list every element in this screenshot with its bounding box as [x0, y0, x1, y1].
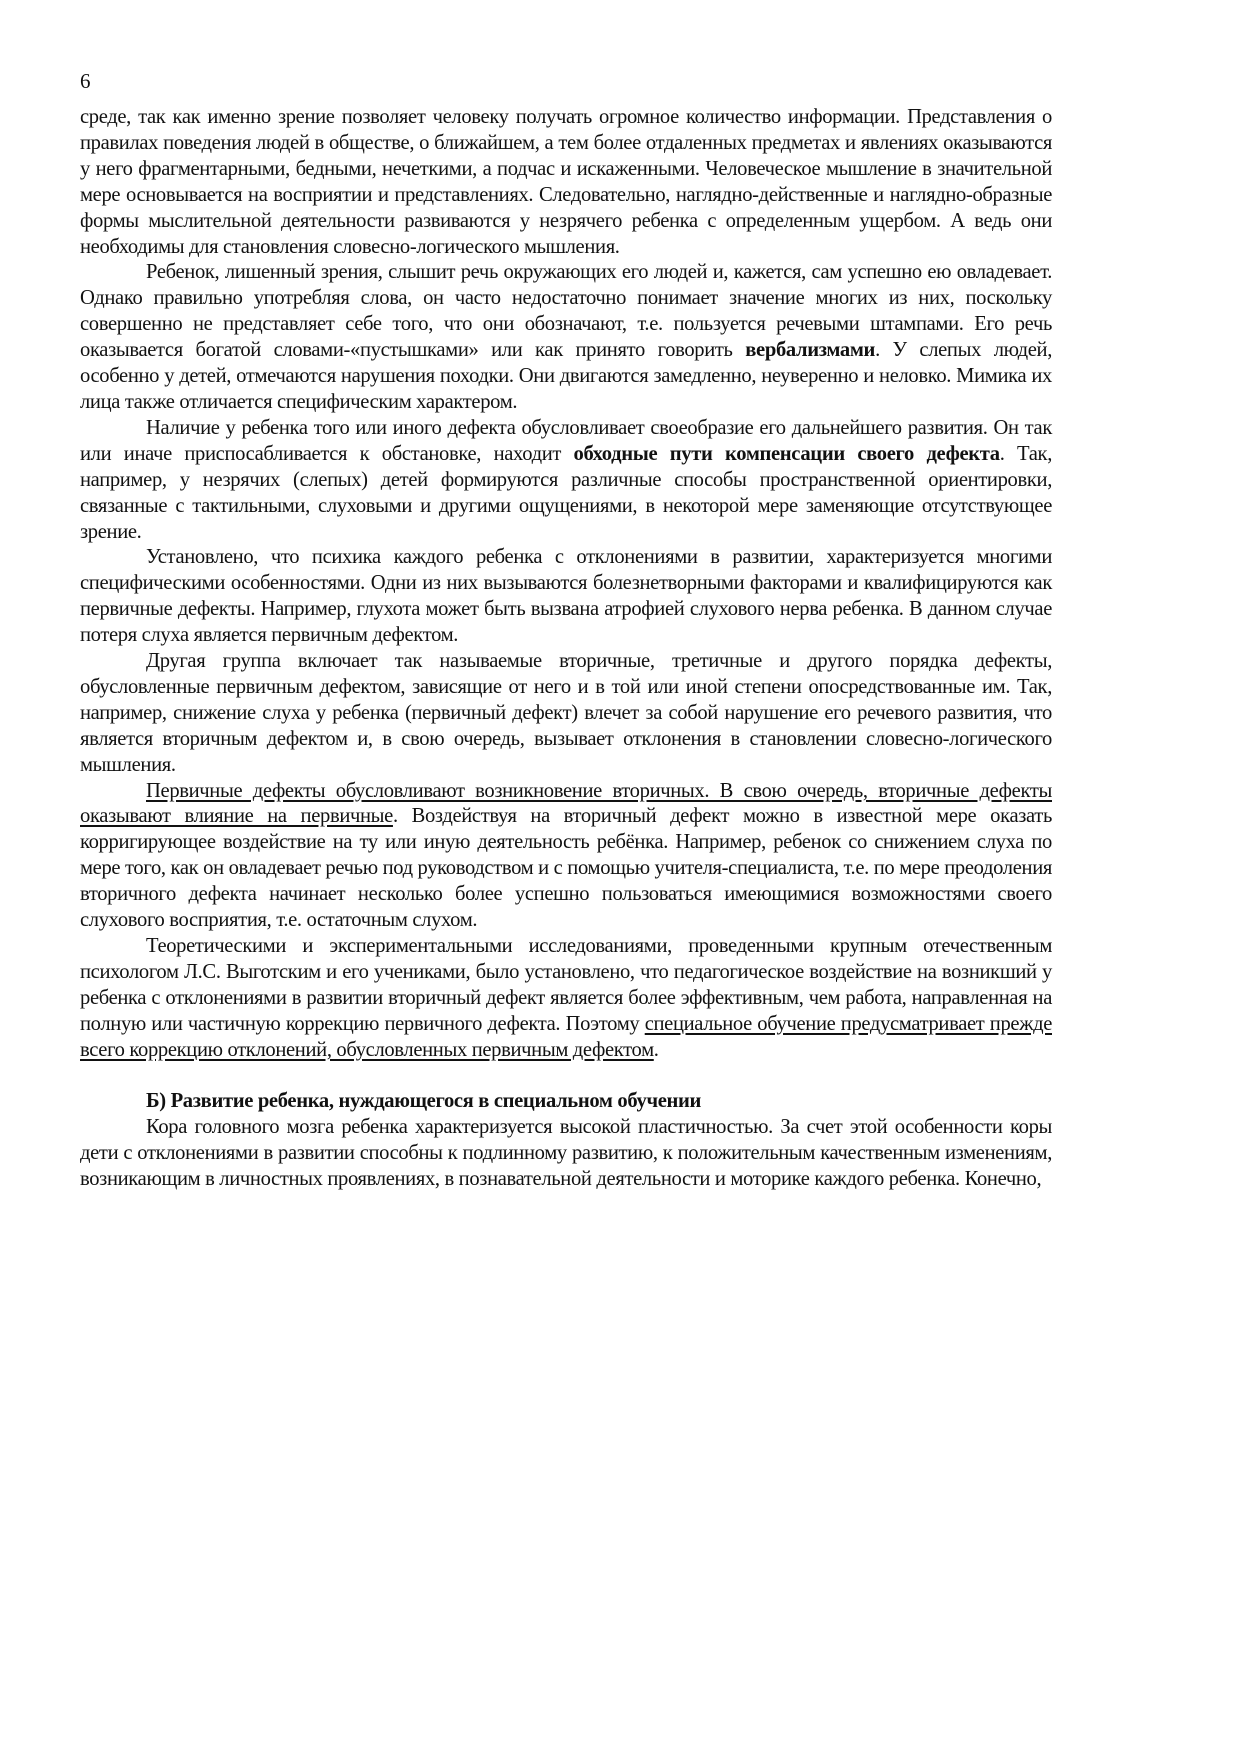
- paragraph-7-text: Теоретическими и экспериментальными исследованиями, проведенными крупным отечественным психологом Л.С. Выготским и его учениками, было установлено, что педагогическое воздействие на возникший у ребенка с отклонениями в развитии вторичный дефект является более эффективным, чем работа, направленная на полную или частичную коррекцию первичного дефекта. Поэтому: [80, 935, 1052, 1035]
- section-paragraph-1: Кора головного мозга ребенка характеризуется высокой пластичностью. За счет этой особенности коры дети с отклонениями в развитии способны к подлинному развитию, к положительным качественным изменениям, возникающим в личностных проявлениях, в познавательной деятельности и моторике каждого ребенка. Конечно,: [80, 1116, 1052, 1191]
- paragraph-4: Установлено, что психика каждого ребенка с отклонениями в развитии, характеризуется многими специфическими особенностями. Одни из них вызываются болезнетворными факторами и квалифицируются как первичные дефекты. Например, глухота может быть вызвана атрофией слухового нерва ребенка. В данном случае потеря слуха является первичным дефектом.: [80, 546, 1052, 647]
- paragraph-6-text-end: . Воздействуя на вторичный дефект можно в известной мере оказать корригирующее воздействие на ту или иную деятельность ребёнка. Например, ребенок со снижением слуха по мере того, как он овладевает речью под руководством и с помощью учителя-специалиста, т.е. по мере преодоления вторичного дефекта начинает несколько более успешно пользоваться имеющимися возможностями своего слухового восприятия, т.е. остаточным слухом.: [80, 805, 1052, 932]
- paragraph-7-text-end: .: [653, 1038, 659, 1061]
- paragraph-3-text-end: . Так, например, у незрячих (слепых) детей формируются различные способы пространственной ориентировки, связанные с тактильными, слуховыми и другими ощущениями, в некоторой мере заменяющие отсутствующее зрение.: [80, 442, 1052, 543]
- page-body: [80, 105, 1052, 1193]
- paragraph-5: Другая группа включает так называемые вторичные, третичные и другого порядка дефекты, обусловленные первичным дефектом, зависящие от него и в той или иной степени опосредствованные им. Так, например, снижение слуха у ребенка (первичный дефект) влечет за собой нарушение его речевого развития, что является вторичным дефектом и, в свою очередь, вызывает отклонения в становлении словесно-логического мышления.: [80, 650, 1052, 776]
- paragraph-7: [80, 934, 1052, 1064]
- paragraph-3-text: Наличие у ребенка того или иного дефекта обусловливает своеобразие его дальнейшего развития. Он так или иначе приспосабливается к обстановке, находит: [80, 416, 1052, 465]
- underlined-statement-special-education: специальное обучение предусматривает прежде всего коррекцию отклонений, обусловленных первичным дефектом: [80, 1012, 1052, 1061]
- term-compensation-paths: обходные пути компенсации своего дефекта: [573, 442, 1000, 465]
- section-heading: Б) Развитие ребенка, нуждающегося в специальном обучении: [146, 1090, 702, 1113]
- paragraph-2: [80, 260, 1052, 415]
- paragraph-2-text-end: . У слепых людей, особенно у детей, отмечаются нарушения походки. Они двигаются замедленно, неуверенно и неловко. Мимика их лица также отличается специфическим характером.: [80, 339, 1053, 413]
- paragraph-6: [80, 779, 1052, 934]
- paragraph-1: среде, так как именно зрение позволяет человеку получать огромное количество информации. Представления о правилах поведения людей в обществе, о ближайшем, а тем более отдаленных предметах и явлениях оказываются у него фрагментарными, бедными, нечеткими, а подчас и искаженными. Человеческое мышление в значительной мере основывается на восприятии и представлениях. Следовательно, наглядно-действенные и наглядно-образные формы мыслительной деятельности развиваются у незрячего ребенка с определенным ущербом. А ведь они необходимы для становления словесно-логического мышления.: [80, 106, 1052, 258]
- underlined-statement-primary-secondary: Первичные дефекты обусловливают возникновение вторичных. В свою очередь, вторичные дефекты оказывают влияние на первичные: [80, 779, 1052, 828]
- paragraph-3: [80, 416, 1052, 546]
- paragraph-2-text: Ребенок, лишенный зрения, слышит речь окружающих его людей и, кажется, сам успешно ею овладевает. Однако правильно употребляя слова, он часто недостаточно понимает значение многих из них, поскольку совершенно не представляет себе того, что они обозначают, т.е. пользуется речевыми штампами. Его речь оказывается богатой словами-«пустышками» или как принято говорить: [80, 261, 1052, 362]
- page-number: 6: [80, 69, 91, 93]
- term-verbalisms: вербализмами: [745, 339, 876, 362]
